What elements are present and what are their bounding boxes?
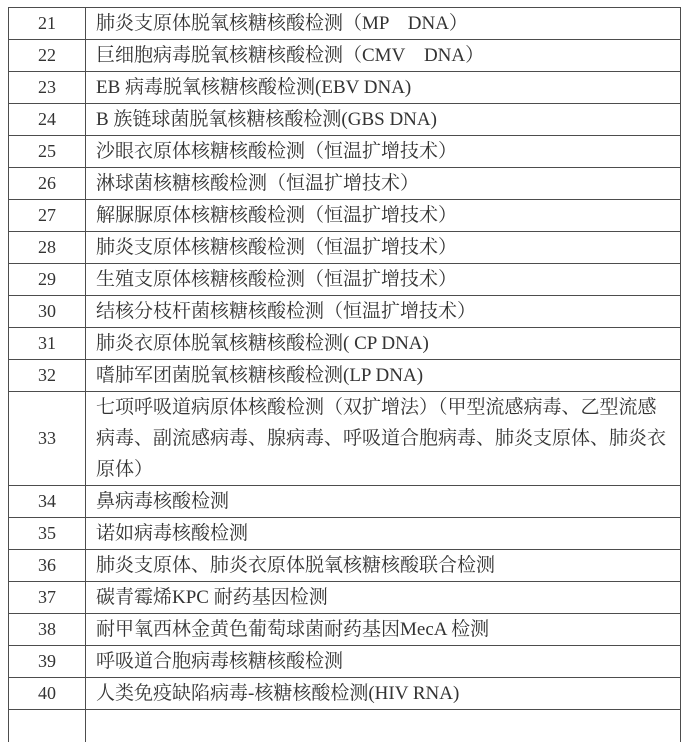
table-row [9, 264, 680, 296]
row-test-name: 解脲脲原体核糖核酸检测（恒温扩增技术） [96, 205, 458, 226]
row-test-name: 诺如病毒核酸检测 [96, 523, 249, 544]
row-test-name-cell [86, 486, 680, 517]
row-number: 26 [9, 168, 86, 199]
row-test-name: 结核分枝杆菌核糖核酸检测（恒温扩增技术） [96, 301, 477, 322]
row-test-name: 肺炎支原体、肺炎衣原体脱氧核糖核酸联合检测 [96, 555, 496, 576]
row-test-name-cell [86, 296, 680, 327]
row-test-name-cell [86, 710, 680, 742]
row-number: 39 [9, 646, 86, 677]
row-number: 34 [9, 486, 86, 517]
row-number: 25 [9, 136, 86, 167]
table-row [9, 360, 680, 392]
table-row [9, 232, 680, 264]
row-test-name-cell [86, 136, 680, 167]
row-test-name: 生殖支原体核糖核酸检测（恒温扩增技术） [96, 269, 458, 290]
row-test-name-cell [86, 8, 680, 39]
row-test-name-cell [86, 360, 680, 391]
table-row [9, 104, 680, 136]
row-number [9, 710, 86, 742]
table-row [9, 136, 680, 168]
row-test-name: 肺炎衣原体脱氧核糖核酸检测( CP DNA) [96, 333, 429, 354]
table-row [9, 296, 680, 328]
row-number: 23 [9, 72, 86, 103]
table-row [9, 614, 680, 646]
row-number: 35 [9, 518, 86, 549]
row-number: 38 [9, 614, 86, 645]
row-number: 40 [9, 678, 86, 709]
row-number: 32 [9, 360, 86, 391]
row-test-name-cell [86, 264, 680, 295]
row-test-name-cell [86, 392, 680, 485]
row-test-name: B 族链球菌脱氧核糖核酸检测(GBS DNA) [96, 109, 437, 130]
table-row [9, 678, 680, 710]
row-test-name-cell [86, 646, 680, 677]
table-row [9, 200, 680, 232]
row-number: 24 [9, 104, 86, 135]
row-test-name: 嗜肺军团菌脱氧核糖核酸检测(LP DNA) [96, 365, 424, 386]
table-row [9, 328, 680, 360]
row-number: 31 [9, 328, 86, 359]
row-test-name-cell [86, 582, 680, 613]
row-test-name: 呼吸道合胞病毒核糖核酸检测 [96, 651, 344, 672]
document-body [8, 7, 681, 742]
row-number: 37 [9, 582, 86, 613]
row-number: 30 [9, 296, 86, 327]
row-number: 21 [9, 8, 86, 39]
row-test-name: 巨细胞病毒脱氧核糖核酸检测（CMV DNA） [96, 45, 485, 66]
row-test-name-cell [86, 168, 680, 199]
row-number: 22 [9, 40, 86, 71]
row-test-name-cell [86, 104, 680, 135]
row-test-name: 淋球菌核糖核酸检测（恒温扩增技术） [96, 173, 420, 194]
table-row [9, 392, 680, 486]
row-test-name-cell [86, 40, 680, 71]
table-row [9, 646, 680, 678]
row-test-name: 肺炎支原体核糖核酸检测（恒温扩增技术） [96, 237, 458, 258]
row-test-name: 鼻病毒核酸检测 [96, 491, 230, 512]
row-number: 33 [9, 392, 86, 485]
row-number: 28 [9, 232, 86, 263]
table-row-partial [9, 710, 680, 742]
row-test-name-cell [86, 232, 680, 263]
table-row [9, 72, 680, 104]
row-number: 36 [9, 550, 86, 581]
row-test-name: EB 病毒脱氧核糖核酸检测(EBV DNA) [96, 77, 412, 98]
row-number: 27 [9, 200, 86, 231]
row-test-name: 碳青霉烯KPC 耐药基因检测 [96, 587, 328, 608]
row-test-name-cell [86, 550, 680, 581]
row-test-name: 七项呼吸道病原体核酸检测（双扩增法）（甲型流感病毒、乙型流感病毒、副流感病毒、腺病毒、呼吸道合胞病毒、肺炎支原体、肺炎衣原体） [96, 397, 667, 480]
table-row [9, 550, 680, 582]
row-test-name-cell [86, 614, 680, 645]
test-items-table [8, 7, 681, 742]
row-test-name-cell [86, 72, 680, 103]
row-test-name: 耐甲氧西林金黄色葡萄球菌耐药基因MecA 检测 [96, 619, 490, 640]
row-test-name-cell [86, 328, 680, 359]
row-test-name: 人类免疫缺陷病毒-核糖核酸检测(HIV RNA) [96, 683, 460, 704]
row-test-name-cell [86, 518, 680, 549]
table-row [9, 518, 680, 550]
row-test-name: 肺炎支原体脱氧核糖核酸检测（MP DNA） [96, 13, 468, 34]
table-row [9, 40, 680, 72]
table-row [9, 168, 680, 200]
row-test-name-cell [86, 678, 680, 709]
row-test-name: 沙眼衣原体核糖核酸检测（恒温扩增技术） [96, 141, 458, 162]
table-row [9, 486, 680, 518]
row-test-name-cell [86, 200, 680, 231]
table-row [9, 8, 680, 40]
table-row [9, 582, 680, 614]
row-number: 29 [9, 264, 86, 295]
